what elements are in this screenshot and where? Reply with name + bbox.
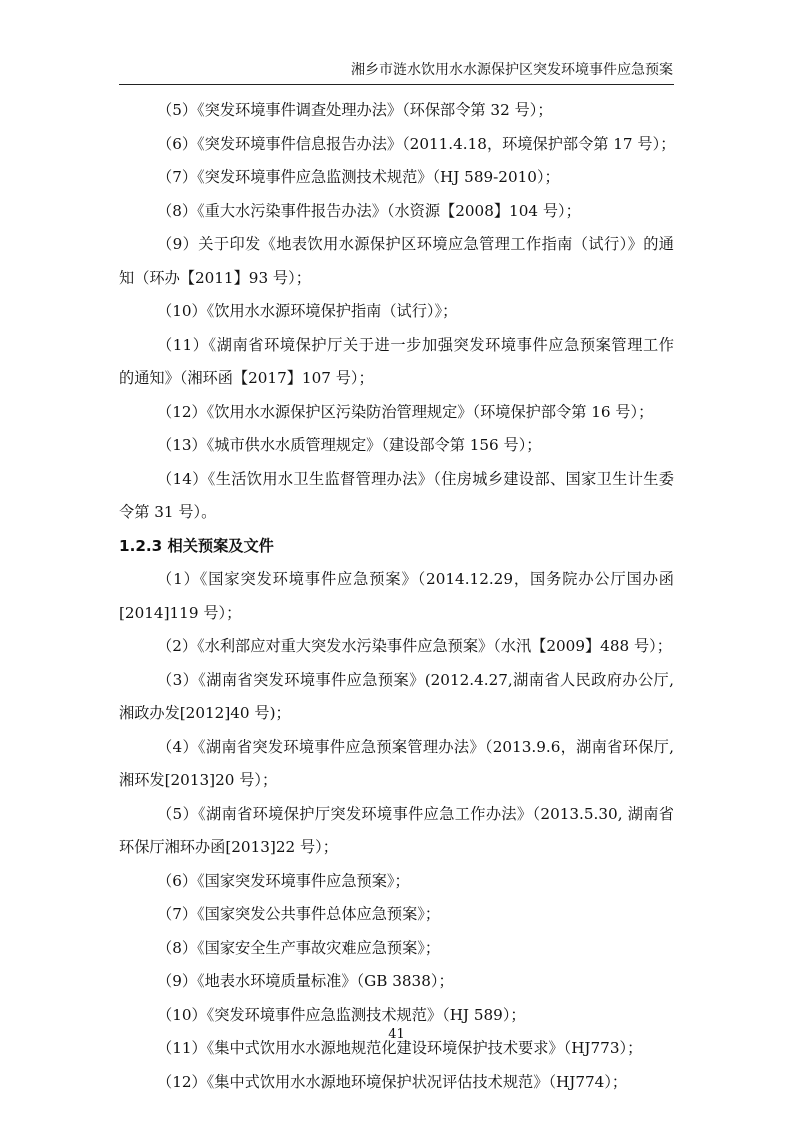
reference-item: （10）《饮用水水源环境保护指南（试行）》； bbox=[157, 302, 458, 320]
reference-item: （11）《集中式饮用水水源地规范化建设环境保护技术要求》（HJ773）； bbox=[157, 1039, 643, 1057]
reference-item: （11）《湖南省环境保护厅关于进一步加强突发环境事件应急预案管理工作 bbox=[157, 335, 674, 354]
reference-item: （5）《突发环境事件调查处理办法》（环保部令第 32 号）； bbox=[157, 101, 553, 119]
reference-item-continuation: 环保厅湘环办函[2013]22 号）； bbox=[119, 838, 338, 856]
reference-item: （3）《湖南省突发环境事件应急预案》(2012.4.27,湖南省人民政府办公厅, bbox=[157, 670, 674, 689]
running-header-title: 湘乡市涟水饮用水水源保护区突发环境事件应急预案 bbox=[351, 62, 673, 78]
reference-item: （9）关于印发《地表饮用水源保护区环境应急管理工作指南（试行）》的通 bbox=[157, 235, 674, 253]
reference-item: （12）《饮用水水源保护区污染防治管理规定》（环境保护部令第 16 号）； bbox=[157, 402, 654, 421]
page-number: 41 bbox=[388, 1027, 405, 1042]
reference-item: （4）《湖南省突发环境事件应急预案管理办法》（2013.9.6，湖南省环保厅, bbox=[157, 737, 674, 756]
reference-item: （8）《国家安全生产事故灾难应急预案》； bbox=[157, 938, 441, 957]
header-rule bbox=[119, 84, 674, 85]
reference-item-continuation: 知（环办【2011】93 号）； bbox=[119, 268, 311, 287]
reference-item-continuation: 湘环发[2013]20 号）； bbox=[119, 771, 278, 789]
reference-item: （14）《生活饮用水卫生监督管理办法》（住房城乡建设部、国家卫生计生委 bbox=[157, 469, 674, 488]
section-heading: 1.2.3 相关预案及文件 bbox=[119, 536, 274, 555]
reference-item-continuation: [2014]119 号）； bbox=[119, 603, 242, 622]
document-body bbox=[119, 94, 674, 1099]
reference-item: （1）《国家突发环境事件应急预案》（2014.12.29，国务院办公厅国办函 bbox=[157, 570, 674, 588]
reference-item: （6）《国家突发环境事件应急预案》； bbox=[157, 871, 410, 890]
reference-item: （13）《城市供水水质管理规定》（建设部令第 156 号）； bbox=[157, 436, 542, 454]
reference-item-continuation: 的通知》（湘环函【2017】107 号）； bbox=[119, 369, 374, 387]
reference-item: （5）《湖南省环境保护厅突发环境事件应急工作办法》（2013.5.30, 湖南省 bbox=[157, 804, 674, 823]
reference-item: （9）《地表水环境质量标准》（GB 3838）； bbox=[157, 972, 454, 990]
reference-item: （10）《突发环境事件应急监测技术规范》（HJ 589）； bbox=[157, 1005, 526, 1024]
reference-item: （12）《集中式饮用水水源地环境保护状况评估技术规范》（HJ774）； bbox=[157, 1072, 628, 1091]
reference-item: （2）《水利部应对重大突发水污染事件应急预案》（水汛【2009】488 号）； bbox=[157, 637, 672, 655]
reference-item-continuation: 湘政办发[2012]40 号)； bbox=[119, 704, 291, 722]
reference-item-continuation: 令第 31 号）。 bbox=[119, 503, 217, 521]
reference-item: （8）《重大水污染事件报告办法》（水资源【2008】104 号）； bbox=[157, 201, 581, 220]
reference-item: （7）《突发环境事件应急监测技术规范》（HJ 589-2010）； bbox=[157, 168, 560, 186]
reference-item: （7）《国家突发公共事件总体应急预案》； bbox=[157, 905, 441, 923]
reference-item: （6）《突发环境事件信息报告办法》（2011.4.18，环境保护部令第 17 号）； bbox=[157, 134, 676, 153]
